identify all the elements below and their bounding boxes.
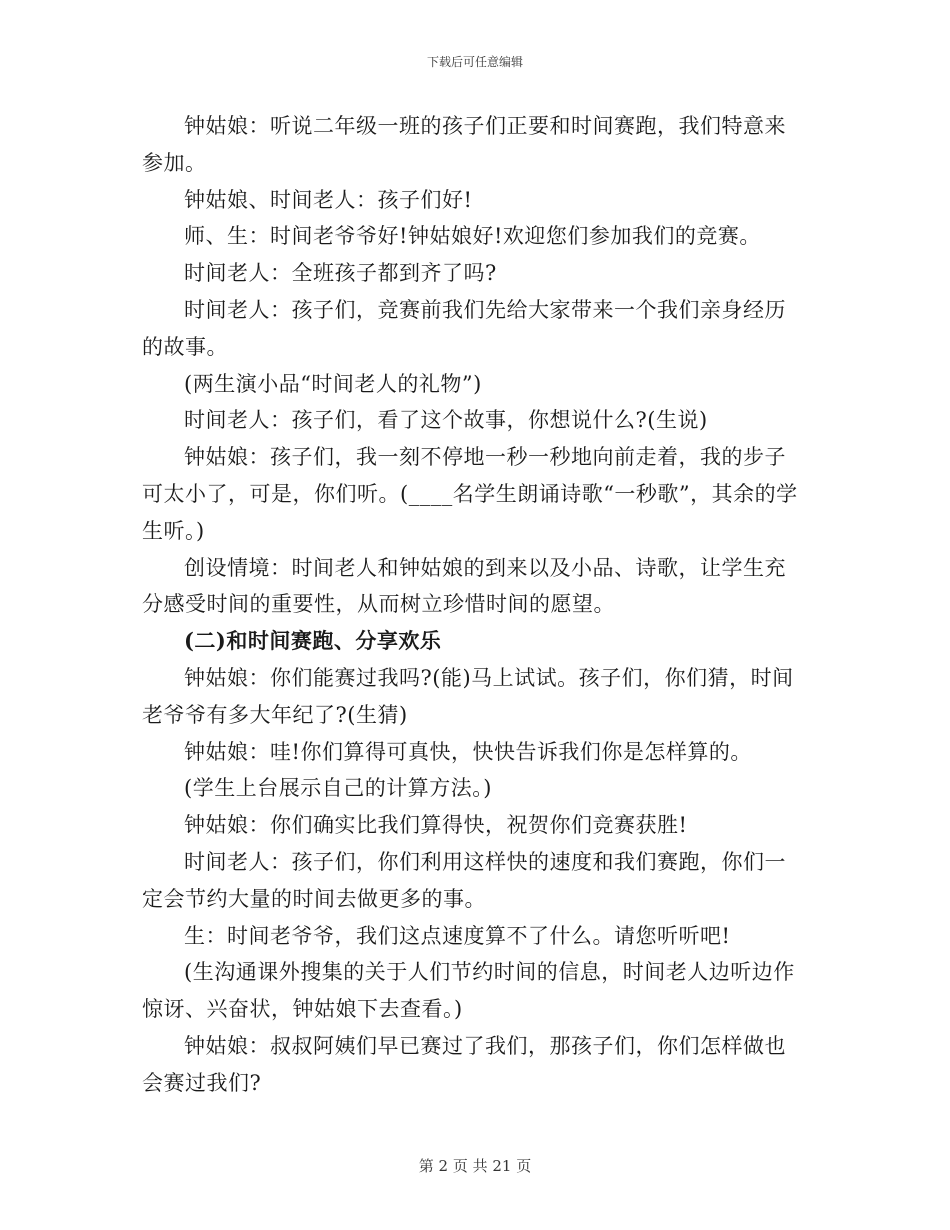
section-heading: (二)和时间赛跑、分享欢乐 (184, 628, 442, 654)
document-body (142, 108, 806, 1102)
paragraph: (学生上台展示自己的计算方法。) (184, 776, 492, 801)
page-header: 下载后可任意编辑 (426, 55, 523, 69)
paragraph: 钟姑娘：你们确实比我们算得快，祝贺你们竞赛获胜! (184, 813, 688, 838)
paragraph: 时间老人：全班孩子都到齐了吗? (184, 261, 497, 286)
paragraph: 时间老人：孩子们，竞赛前我们先给大家带来一个我们亲身经历的故事。 (142, 297, 786, 359)
paragraph: 钟姑娘：听说二年级一班的孩子们正要和时间赛跑，我们特意来参加。 (142, 114, 786, 175)
paragraph: 钟姑娘：叔叔阿姨们早已赛过了我们，那孩子们，你们怎样做也会赛过我们? (142, 1033, 786, 1095)
paragraph: (生沟通课外搜集的关于人们节约时间的信息，时间老人边听边作惊讶、兴奋状，钟姑娘下去查看。) (142, 960, 795, 1022)
paragraph: 钟姑娘：孩子们，我一刻不停地一秒一秒地向前走着，我的步子可太小了，可是，你们听。(____名学生朗诵诗歌“一秒歌”，其余的学生听。) (142, 445, 798, 543)
paragraph: (两生演小品“时间老人的礼物”) (184, 371, 482, 396)
paragraph: 时间老人：孩子们，你们利用这样快的速度和我们赛跑，你们一定会节约大量的时间去做更多的事。 (142, 849, 786, 911)
paragraph: 钟姑娘：你们能赛过我吗?(能)马上试试。孩子们，你们猜，时间老爷爷有多大年纪了?(生猜) (142, 665, 794, 727)
paragraph: 生：时间老爷爷，我们这点速度算不了什么。请您听听吧! (184, 923, 731, 948)
paragraph: 创设情境：时间老人和钟姑娘的到来以及小品、诗歌，让学生充分感受时间的重要性，从而树立珍惜时间的愿望。 (142, 555, 786, 617)
paragraph: 钟姑娘、时间老人：孩子们好! (184, 187, 473, 212)
page-footer: 第 2 页 共 21 页 (418, 1157, 532, 1175)
paragraph: 时间老人：孩子们，看了这个故事，你想说什么?(生说) (184, 408, 708, 433)
paragraph: 钟姑娘：哇!你们算得可真快，快快告诉我们你是怎样算的。 (184, 739, 752, 764)
paragraph: 师、生：时间老爷爷好!钟姑娘好!欢迎您们参加我们的竞赛。 (184, 224, 761, 249)
